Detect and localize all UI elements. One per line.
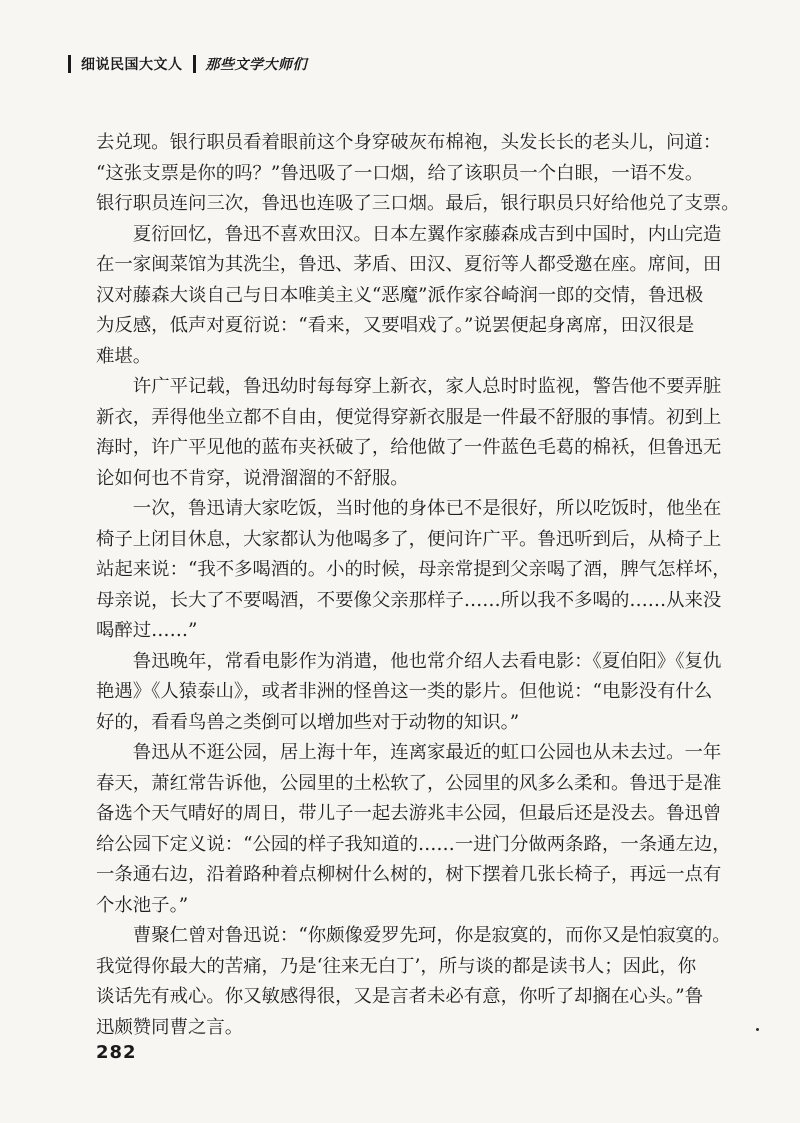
paragraph (96, 921, 731, 1043)
text-line: 为反感，低声对夏衍说：“看来，又要唱戏了。”说罢便起身离席，田汉很是 (96, 315, 695, 336)
running-header (58, 52, 307, 76)
text-line: 海时，许广平见他的蓝布夹袄破了，给他做了一件蓝色毛葛的棉袄，但鲁迅无 (96, 437, 722, 458)
text-line: 谈话先有戒心。你又敏感得很，又是言者未必有意，你听了却搁在心头。”鲁 (96, 986, 704, 1007)
text-line: 鲁迅晚年，常看电影作为消遣，他也常介绍人去看电影：《夏伯阳》《复仇 (132, 650, 722, 672)
text-line: 好的，看看鸟兽之类倒可以增加些对于动物的知识。” (96, 711, 520, 733)
series-title: 那些文学大师们 (205, 57, 307, 73)
text-line: 银行职员连问三次，鲁迅也连吸了三口烟。最后，银行职员只好给他兑了支票。 (96, 193, 740, 214)
text-line: 椅子上闭目休息，大家都认为他喝多了，便问许广平。鲁迅听到后，从椅子上 (96, 528, 722, 550)
text-line: “这张支票是你的吗？”鲁迅吸了一口烟，给了该职员一个白眼，一语不发。 (96, 162, 704, 184)
paragraph (96, 494, 731, 647)
text-line: 一次，鲁迅请大家吃饭，当时他的身体已不是很好，所以吃饭时，他坐在 (132, 498, 722, 519)
text-line: 夏衍回忆，鲁迅不喜欢田汉。日本左翼作家藤森成吉到中国时，内山完造 (132, 223, 722, 245)
paragraph-continued (96, 128, 740, 220)
text-line: 给公园下定义说：“公园的样子我知道的……一进门分做两条路，一条通左边， (96, 833, 731, 855)
paragraph (96, 647, 722, 739)
text-line: 在一家闽菜馆为其洗尘，鲁迅、茅盾、田汉、夏衍等人都受邀在座。席间，田 (96, 254, 722, 275)
text-line: 去兑现。银行职员看着眼前这个身穿破灰布棉袍，头发长长的老头儿，问道： (96, 132, 722, 153)
text-line: 我觉得你最大的苦痛，乃是‘往来无白丁’，所与谈的都是读书人；因此，你 (96, 955, 697, 977)
scan-speck (756, 1028, 759, 1031)
text-line: 春天，萧红常告诉他，公园里的土松软了，公园里的风多么柔和。鲁迅于是准 (96, 772, 722, 794)
text-line: 论如何也不肯穿，说滑溜溜的不舒服。 (96, 467, 409, 489)
paragraph (96, 220, 722, 373)
text-line: 站起来说：“我不多喝酒的。小的时候，母亲常提到父亲喝了酒，脾气怎样坏， (96, 559, 731, 580)
text-line: 个水池子。” (96, 894, 189, 916)
paragraph (96, 738, 731, 921)
book-title: 细说民国大文人 (81, 57, 183, 73)
text-line: 一条通右边，沿着路种着点柳树什么树的，树下摆着几张长椅子，再远一点有 (96, 864, 722, 885)
text-line: 迅颇赞同曹之言。 (96, 1016, 244, 1038)
text-line: 难堪。 (96, 345, 152, 367)
text-line: 汉对藤森大谈自己与日本唯美主义“恶魔”派作家谷崎润一郎的交情，鲁迅极 (96, 284, 704, 306)
text-line: 许广平记载，鲁迅幼时每每穿上新衣，家人总时时监视，警告他不要弄脏 (132, 376, 722, 397)
body-text (96, 128, 740, 1043)
page-number: 282 (96, 1042, 137, 1063)
text-line: 新衣，弄得他坐立都不自由，便觉得穿新衣服是一件最不舒服的事情。初到上 (96, 406, 722, 428)
header-divider (68, 55, 71, 73)
text-line: 母亲说，长大了不要喝酒，不要像父亲那样子……所以我不多喝的……从来没 (96, 589, 722, 611)
text-line: 鲁迅从不逛公园，居上海十年，连离家最近的虹口公园也从未去过。一年 (132, 742, 722, 763)
text-line: 备选个天气晴好的周日，带儿子一起去游兆丰公园，但最后还是没去。鲁迅曾 (96, 803, 722, 824)
text-line: 喝醉过……” (96, 620, 198, 641)
header-divider (193, 55, 196, 73)
text-line: 艳遇》《人猿泰山》，或者非洲的怪兽这一类的影片。但他说：“电影没有什么 (96, 681, 713, 702)
paragraph (96, 372, 722, 494)
text-line: 曹聚仁曾对鲁迅说：“你颇像爱罗先珂，你是寂寞的，而你又是怕寂寞的。 (132, 925, 731, 946)
